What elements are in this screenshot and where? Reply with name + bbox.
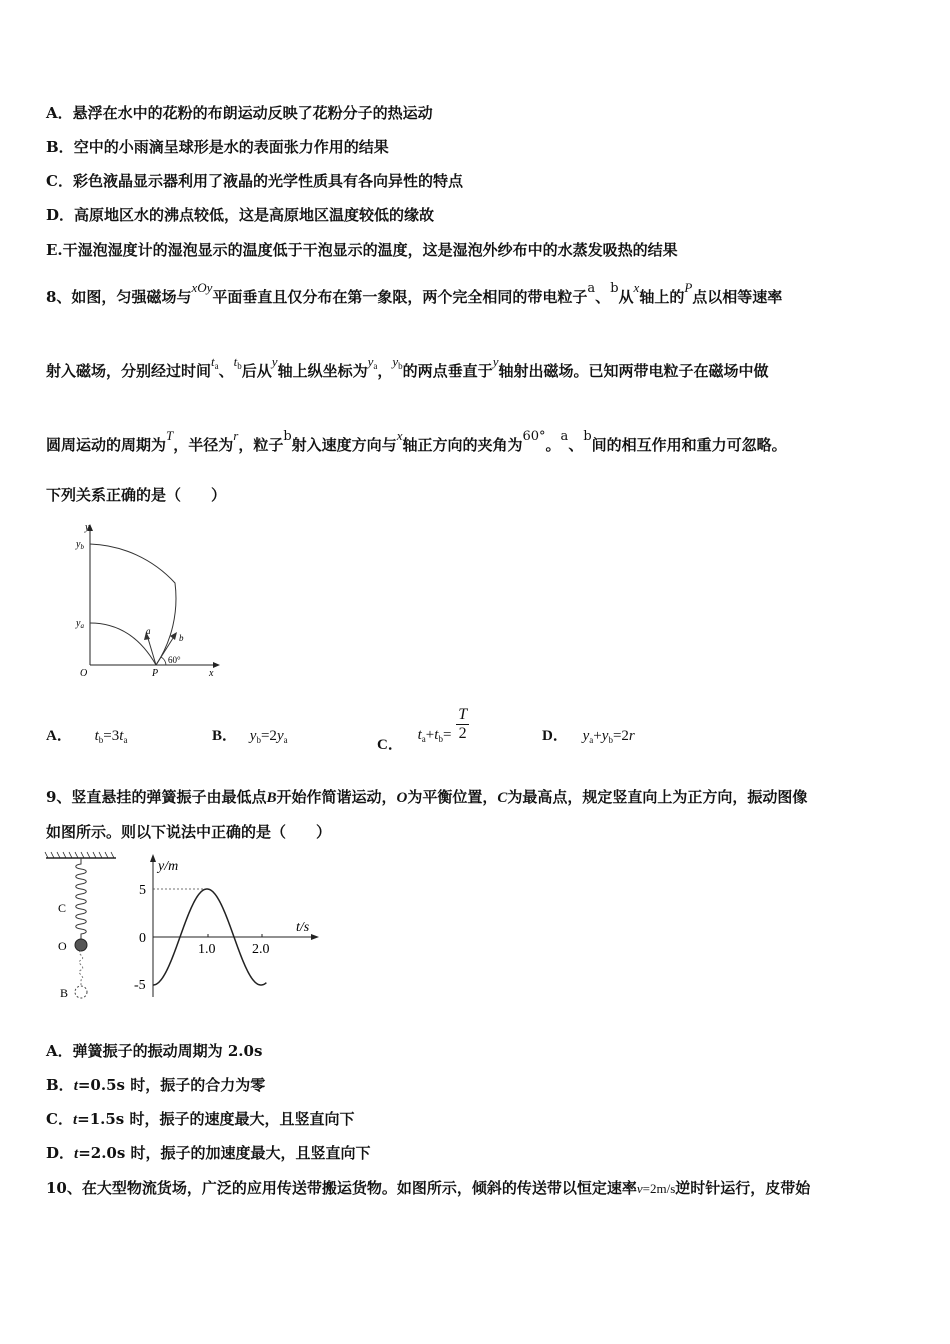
q9-ball-b xyxy=(75,986,87,998)
q9-spring-figure xyxy=(44,850,124,1000)
q8-arc-b xyxy=(90,544,176,665)
q8-choice-c: C． $t_a+t_b=$ $\frac{T}{2}$ xyxy=(377,706,468,753)
q8-stem-line4: 下列关系正确的是（ ） xyxy=(46,486,227,504)
q8-label-origin: O xyxy=(80,668,88,679)
q10-stem-line1: 10、在大型物流货场，广泛的应用传送带搬运货物。如图所示，倾斜的传送带以恒定速率v=2m/s逆时针运行，皮带始 xyxy=(46,1179,811,1197)
q9-stem-line2: 如图所示。则以下说法中正确的是（ ） xyxy=(46,823,332,841)
q9-y-arrow xyxy=(150,854,156,862)
q8-choice-d: D． $y_a+y_b=2r$ xyxy=(542,728,635,745)
q9-spring-dashed xyxy=(79,951,82,985)
q8-label-b: b xyxy=(179,633,184,643)
q8-stem-line1: 8、如图，匀强磁场与xOy平面垂直且仅分布在第一象限，两个完全相同的带电粒子a、b从x轴上的P点以相等速率 xyxy=(46,280,783,306)
q9-option-a: A．弹簧振子的振动周期为 2.0s xyxy=(46,1042,263,1060)
q7-option-a: A．悬浮在水中的花粉的布朗运动反映了花粉分子的热运动 xyxy=(46,104,433,122)
q9-label-yn5: -5 xyxy=(134,978,146,993)
q9-label-y0: 0 xyxy=(139,931,146,946)
q9-label-y5: 5 xyxy=(139,883,146,898)
q8-stem-line3: 圆周运动的周期为T，半径为r，粒子b射入速度方向与x轴正方向的夹角为60°。a、b间的相互作用和重力可忽略。 xyxy=(46,428,787,454)
q9-vibration-graph xyxy=(130,852,325,1002)
q7-option-e: E.干湿泡湿度计的湿泡显示的温度低于干泡显示的温度，这是湿泡外纱布中的水蒸发吸热的结果 xyxy=(46,241,678,259)
q9-option-c: C．t=1.5s 时，振子的速度最大，且竖直向下 xyxy=(46,1110,355,1128)
q8-choice-a: A． $t_b=3t_a$ xyxy=(46,728,128,745)
q9-ceiling-hatch xyxy=(45,852,114,858)
q9-label-ylab: y/m xyxy=(158,859,179,874)
q7-option-d: D．高原地区水的沸点较低，这是高原地区温度较低的缘故 xyxy=(46,206,435,224)
q9-label-t2: 2.0 xyxy=(252,942,270,957)
q8-stem-line2: 射入磁场，分别经过时间$t_a$、$t_b$后从y轴上纵坐标为$y_a$，$y_b$的两点垂直于y轴射出磁场。已知两带电粒子在磁场中做 xyxy=(46,354,769,380)
q9-option-d: D．t=2.0s 时，振子的加速度最大，且竖直向下 xyxy=(46,1144,371,1162)
q9-label-c: C xyxy=(58,901,67,915)
q8-label-p: P xyxy=(152,668,159,679)
q7-option-b: B．空中的小雨滴呈球形是水的表面张力作用的结果 xyxy=(46,138,389,156)
q8-label-angle: 60° xyxy=(168,655,181,665)
q9-t-arrow xyxy=(311,934,319,940)
q8-label-ya: $y_a$ xyxy=(76,618,84,630)
q9-label-tlab: t/s xyxy=(296,920,310,935)
q9-ball-o xyxy=(75,939,87,951)
q8-x-arrow xyxy=(213,662,220,668)
q9-label-t1: 1.0 xyxy=(198,942,216,957)
q8-label-y: y xyxy=(85,522,90,533)
q8-label-x: x xyxy=(209,668,214,679)
q9-label-b: B xyxy=(60,986,69,1000)
q8-label-yb: $y_b$ xyxy=(76,539,84,551)
q8-angle-arc xyxy=(161,657,166,665)
q7-option-c: C．彩色液晶显示器利用了液晶的光学性质具有各向异性的特点 xyxy=(46,172,463,190)
q9-spring-coil xyxy=(76,858,87,939)
q9-label-o: O xyxy=(58,939,67,953)
q8-velocity-a xyxy=(147,635,156,665)
q9-option-b: B．t=0.5s 时，振子的合力为零 xyxy=(46,1076,266,1094)
q9-stem-line1: 9、竖直悬挂的弹簧振子由最低点B开始作简谐运动，O为平衡位置，C为最高点，规定竖直向上为正方向，振动图像 xyxy=(46,788,808,806)
q8-label-a: a xyxy=(146,626,151,636)
q8-choice-b: B． $y_b=2y_a$ xyxy=(212,728,288,745)
q8-figure xyxy=(74,522,224,682)
